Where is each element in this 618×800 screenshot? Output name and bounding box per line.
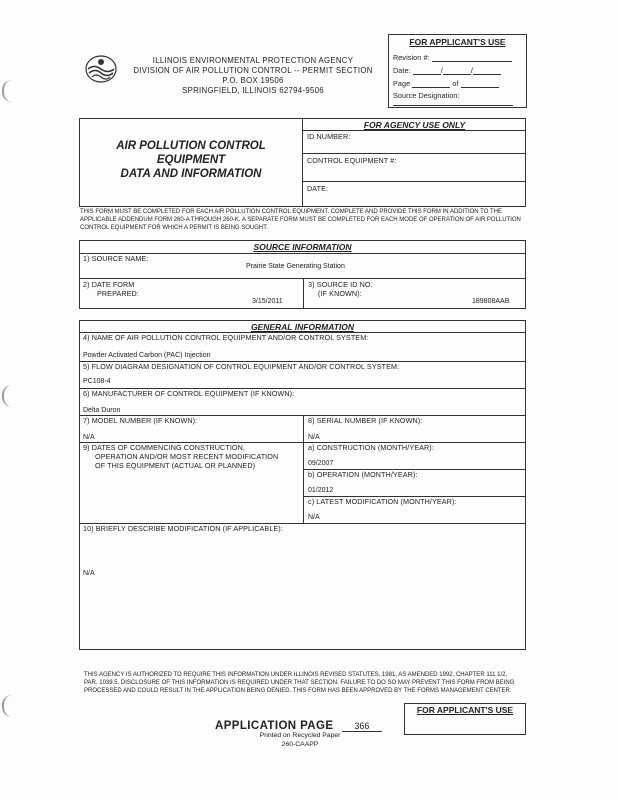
footer-applicant-use-header: FOR APPLICANT'S USE (416, 705, 514, 715)
modification-description-value[interactable]: N/A (83, 570, 95, 577)
construction-date-value[interactable]: 09/2007 (308, 460, 334, 467)
date-year-blank[interactable] (470, 66, 501, 75)
dates-label-line-1: 9) DATES OF COMMENCING CONSTRUCTION, (83, 443, 245, 452)
legal-disclaimer: THIS AGENCY IS AUTHORIZED TO REQUIRE THIS INFORMATION UNDER ILLINOIS REVISED STATUTES, 1981, AS AMENDED 1992, CHAPTER 111 1/2, PAR. 1039.5. DISCLOSURE OF THIS INFORMATION IS REQUIRED UNDER THAT SECTION. FAILURE TO DO SO MAY PREVENT THIS FORM FROM BEING PROCESSED AND COULD RESULT IN THE APPLICATION BEING DENIED. THIS FORM HAS BEEN APPROVED BY THE FORMS MANAGEMENT CENTER. (84, 672, 515, 694)
agency-address (118, 56, 388, 96)
agency-use-rule-1 (303, 130, 526, 131)
dates-label-line-2: OPERATION AND/OR MOST RECENT MODIFICATION (95, 452, 279, 461)
binder-mark-middle (2, 385, 14, 407)
source-information-section (79, 240, 526, 309)
operation-date-label: b) OPERATION (MONTH/YEAR): (308, 470, 418, 479)
date-sep-2: / (470, 66, 474, 75)
binder-mark-top (2, 80, 14, 102)
of-label: of (452, 79, 459, 88)
agency-use-rule-3 (303, 181, 526, 182)
control-equipment-name-value[interactable]: Powder Activated Carbon (PAC) Injection (83, 352, 211, 359)
flow-diagram-value[interactable]: PC108-4 (83, 378, 111, 385)
source-vertical-divider (303, 278, 304, 309)
page-total-blank[interactable] (461, 79, 499, 88)
agency-line-2: DIVISION OF AIR POLLUTION CONTROL -- PERMIT SECTION (133, 66, 373, 75)
recycled-paper-note: Printed on Recycled Paper (259, 732, 341, 739)
page-blank[interactable] (412, 79, 450, 88)
applicant-use-box (388, 34, 527, 108)
agency-use-rule-2 (303, 153, 526, 154)
binder-mark-bottom (2, 695, 14, 717)
manufacturer-value[interactable]: Delta Duron (83, 407, 121, 414)
modification-description-label: 10) BRIEFLY DESCRIBE MODIFICATION (IF APPLICABLE): (83, 524, 283, 533)
dates-label (83, 443, 278, 470)
revision-field[interactable] (393, 53, 512, 62)
source-id-label-line-1: 3) SOURCE ID NO. (308, 280, 373, 289)
construction-date-label: a) CONSTRUCTION (MONTH/YEAR): (308, 443, 434, 452)
page-label: Page (393, 79, 411, 88)
application-page-label: APPLICATION PAGE (215, 720, 334, 732)
source-name-value[interactable]: Prairie State Generating Station (246, 263, 345, 270)
control-equipment-name-label: 4) NAME OF AIR POLLUTION CONTROL EQUIPMENT AND/OR CONTROL SYSTEM: (83, 333, 369, 342)
form-code: 260-CAAPP (281, 741, 319, 748)
agency-use-header: FOR AGENCY USE ONLY (363, 120, 466, 130)
date-prepared-label (83, 280, 139, 298)
flow-diagram-label: 5) FLOW DIAGRAM DESIGNATION OF CONTROL EQUIPMENT AND/OR CONTROL SYSTEM: (83, 362, 400, 371)
source-designation-field[interactable] (393, 91, 460, 100)
date-month-blank[interactable] (413, 66, 441, 75)
source-id-value[interactable]: 189808AAB (472, 298, 510, 305)
application-page-number[interactable]: 366 (342, 721, 382, 732)
latest-modification-value[interactable]: N/A (308, 514, 320, 521)
agency-date-label: DATE: (307, 184, 329, 193)
illinois-epa-logo (84, 54, 118, 84)
form-title (80, 139, 302, 181)
form-title-line-3: DATA AND INFORMATION (120, 168, 262, 180)
date-day-blank[interactable] (440, 66, 474, 75)
form-title-line-2: EQUIPMENT (156, 154, 226, 166)
applicant-use-header: FOR APPLICANT'S USE (409, 37, 506, 47)
source-id-label-line-2: (IF KNOWN): (318, 289, 362, 298)
agency-line-4: SPRINGFIELD, ILLINOIS 62794-9506 (182, 86, 324, 95)
agency-line-1: ILLINOIS ENVIRONMENTAL PROTECTION AGENCY (152, 56, 354, 65)
date-field[interactable] (393, 66, 501, 75)
source-name-label: 1) SOURCE NAME: (83, 254, 149, 263)
serial-number-value[interactable]: N/A (308, 434, 320, 441)
date-prepared-label-line-2: PREPARED: (97, 289, 139, 298)
revision-label: Revision #: (393, 53, 430, 62)
dates-label-line-3: OF THIS EQUIPMENT (ACTUAL OR PLANNED) (95, 461, 256, 470)
source-information-header: SOURCE INFORMATION (253, 242, 352, 252)
manufacturer-label: 6) MANUFACTURER OF CONTROL EQUIPMENT (IF KNOWN): (83, 389, 295, 398)
title-block (79, 118, 526, 207)
date-prepared-label-line-1: 2) DATE FORM (83, 280, 135, 289)
source-designation-blank[interactable] (393, 105, 513, 106)
control-equipment-label: CONTROL EQUIPMENT #: (307, 156, 397, 165)
date-prepared-value[interactable]: 3/15/2011 (252, 298, 283, 305)
footer-applicant-use-box (404, 703, 526, 735)
source-id-label (308, 280, 373, 298)
latest-modification-label: c) LATEST MODIFICATION (MONTH/YEAR): (308, 497, 457, 506)
serial-number-label: 8) SERIAL NUMBER (IF KNOWN): (308, 416, 423, 425)
date-sep-1: / (440, 66, 443, 75)
general-information-section (79, 320, 526, 650)
general-information-header: GENERAL INFORMATION (250, 322, 355, 332)
page-field[interactable] (393, 79, 499, 88)
title-divider (302, 119, 303, 207)
form-title-line-1: AIR POLLUTION CONTROL (116, 140, 266, 152)
agency-line-3: P.O. BOX 19506 (222, 76, 284, 85)
id-number-label: ID NUMBER: (307, 132, 351, 141)
date-label: Date: (393, 66, 411, 75)
model-number-label: 7) MODEL NUMBER (IF KNOWN): (83, 416, 198, 425)
operation-date-value[interactable]: 01/2012 (308, 487, 334, 494)
instructions-text: THIS FORM MUST BE COMPLETED FOR EACH AIR POLLUTION CONTROL EQUIPMENT. COMPLETE AND PROVIDE THIS FORM IN ADDITION TO THE APPLICABLE ADDENDUM FORM 260-A THROUGH 260-K. A SEPARATE FORM MUST BE COMPLETED FOR EACH MODE OF OPERATION OF AIR POLLUTION CONTROL EQUIPMENT FOR WHICH A PERMIT IS BEING SOUGHT. (80, 209, 521, 231)
model-number-value[interactable]: N/A (83, 434, 95, 441)
source-designation-label: Source Designation: (393, 91, 460, 100)
revision-blank[interactable] (432, 53, 512, 62)
